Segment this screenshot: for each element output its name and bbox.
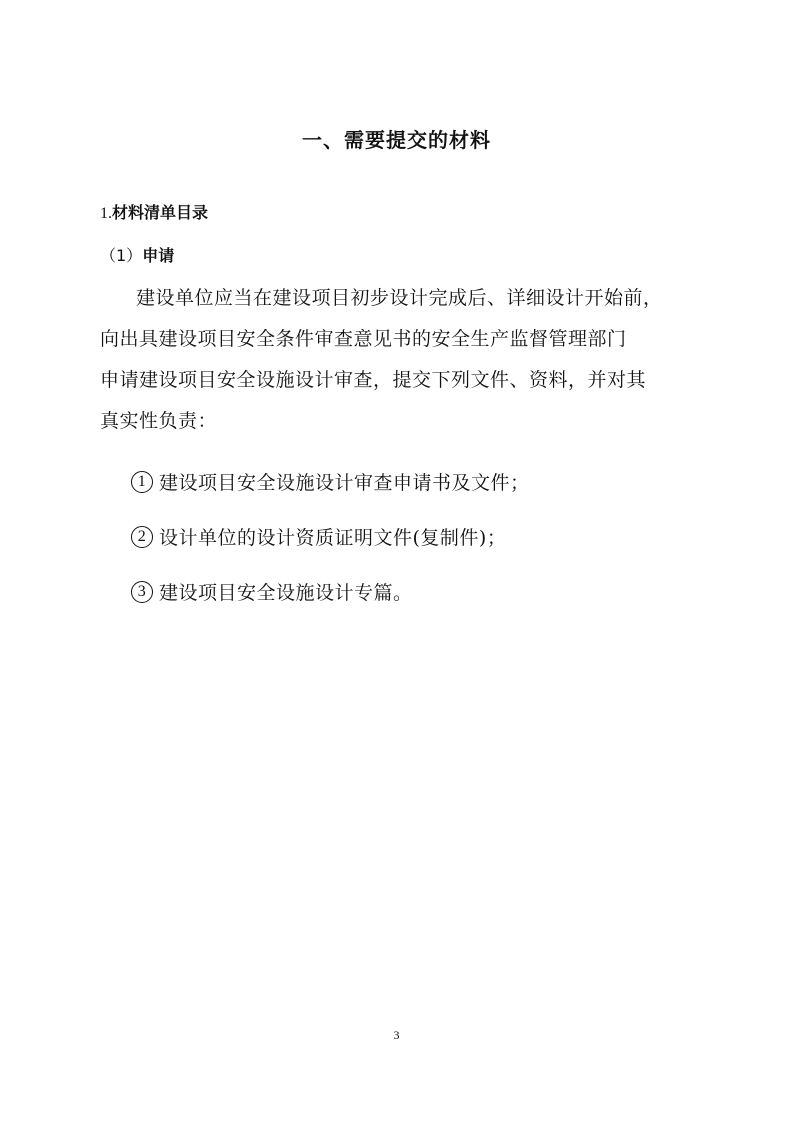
- list-item-text: 设计单位的设计资质证明文件(复制件)；: [159, 527, 507, 549]
- page-number: 3: [393, 1028, 400, 1042]
- list-item-text: 建设项目安全设施设计审查申请书及文件；: [159, 472, 530, 494]
- body-paragraph: [100, 278, 696, 442]
- list-item: [131, 454, 530, 509]
- section-number: 1.: [100, 205, 112, 222]
- list-item: [131, 564, 530, 619]
- circled-number-marker: 3: [131, 581, 153, 603]
- subsection-heading: [100, 243, 174, 266]
- required-documents-list: [131, 454, 530, 619]
- paragraph-line: 向出具建设项目安全条件审查意见书的安全生产监督管理部门: [100, 328, 627, 350]
- section-heading: [100, 200, 208, 223]
- subsection-heading-text: 申请: [142, 246, 175, 265]
- circled-number-marker: 1: [131, 471, 153, 493]
- subsection-number: （1）: [100, 246, 143, 265]
- list-item: [131, 509, 530, 564]
- section-heading-text: 材料清单目录: [112, 203, 209, 222]
- paragraph-line: 建设单位应当在建设项目初步设计完成后、详细设计开始前，: [136, 287, 663, 309]
- paragraph-line: 申请建设项目安全设施设计审查，提交下列文件、资料，并对其: [100, 369, 647, 391]
- page-title: 一、需要提交的材料: [302, 128, 491, 152]
- list-item-text: 建设项目安全设施设计专篇。: [159, 582, 413, 604]
- circled-number-marker: 2: [131, 526, 153, 548]
- paragraph-line: 真实性负责：: [100, 410, 218, 432]
